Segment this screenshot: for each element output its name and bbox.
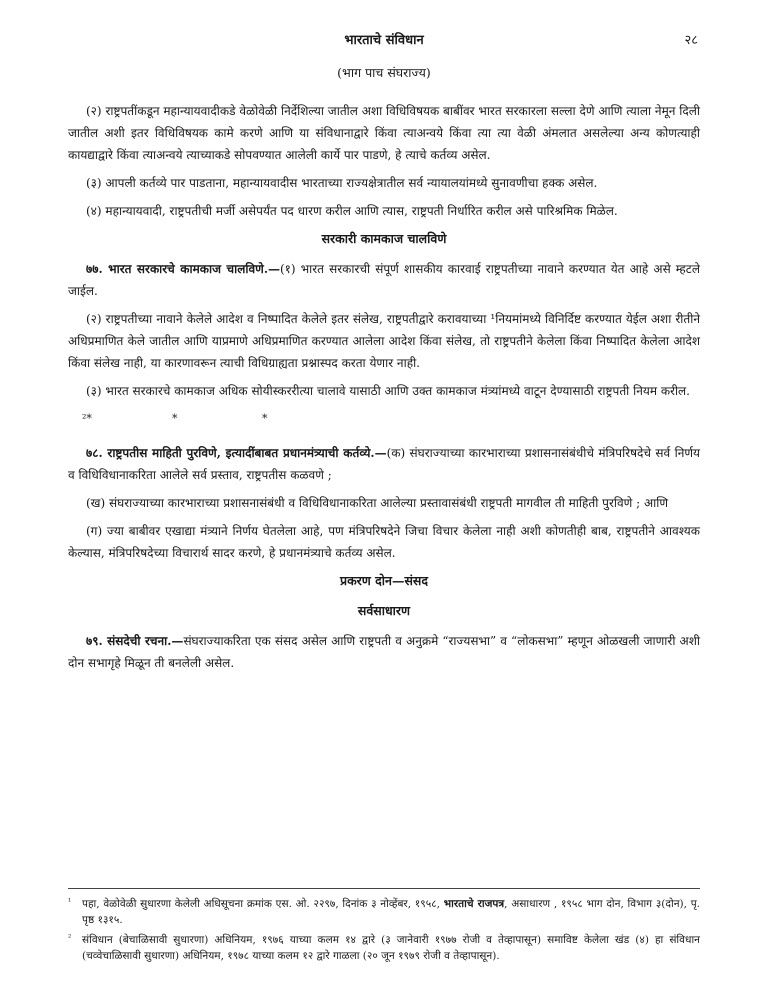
footnote-2-text: संविधान (बेचाळिसावी सुधारणा) अधिनियम, १९७६ याच्या कलम १४ द्वारे (३ जानेवारी १९७७ रोजी व तेव्हापासून) समाविष्ट केलेला खंड (४) हा संविधान (चव्वेचाळिसावी सुधारणा) अधिनियम, १९७८ याच्या कलम १२ द्वारे गाळला (२० जून १९७९ रोजी व तेव्हापासून). <box>82 934 700 962</box>
article-78-clause-a <box>68 442 700 486</box>
footnote-1 <box>68 896 700 928</box>
page-subtitle: (भाग पाच संघराज्य) <box>337 65 431 80</box>
star-1: ²* <box>82 412 92 425</box>
footnote-2 <box>68 932 700 964</box>
footnote-1-gazette: भारताचे राजपत्र <box>443 898 505 910</box>
article-78-clause-b: (ख) संघराज्याच्या कारभाराच्या प्रशासनासंबंधी व विधिविधानाकरिता आलेल्या प्रस्तावासंबंधी राष्ट्रपती मागवील ती माहिती पुरविणे ; आणि <box>86 496 669 510</box>
article-77-clause-3: (३) भारत सरकारचे कामकाज अधिक सोयीस्कररीत्या चालावे यासाठी आणि उक्त कामकाज मंत्र्यांमध्ये वाटून देण्यासाठी राष्ट्रपती नियम करील. <box>86 384 691 398</box>
footnote-1-mark: ¹ <box>68 897 72 906</box>
article-78-heading: ७८. राष्ट्रपतीस माहिती पुरविणे, इत्यादींबाबत प्रधानमंत्र्याची कर्तव्ये.— <box>86 446 387 460</box>
paragraph-3: (३) आपली कर्तव्ये पार पाडताना, महान्यायवादीस भारताच्या राज्यक्षेत्रातील सर्व न्यायालयांमध्ये सुनावणीचा हक्क असेल. <box>86 176 598 190</box>
article-78-text-1: (क) संघराज्याच्या कारभाराच्या प्रशासनासंबंधीचे मंत्रिपरिषदेचे सर्व निर्णय व विधिविधानाकरिता आलेले सर्व प्रस्ताव, राष्ट्रपतीस कळवणे ; <box>68 446 700 482</box>
paragraph-2: (२) राष्ट्रपतींकडून महान्यायवादीकडे वेळोवेळी निर्देशिल्या जातील अशा विधिविषयक बाबींवर भारत सरकारला सल्ला देणे आणि त्याला नेमून दिली जातील अशी इतर विधिविषयक कामे करणे आणि या संविधानाद्वारे किंवा त्याअन्वये किंवा त्या त्या वेळी अंमलात असलेल्या अन्य कोणत्याही कायद्याद्वारे किंवा त्याअन्वये त्याच्याकडे सोपवण्यात आलेली कार्ये पार पाडणे, हे त्याचे कर्तव्य असेल. <box>68 104 700 162</box>
omission-stars <box>82 408 700 430</box>
article-77-clause-1 <box>68 258 700 302</box>
article-78-clause-c: (ग) ज्या बाबीवर एखाद्या मंत्र्याने निर्णय घेतलेला आहे, पण मंत्रिपरिषदेने जिचा विचार केलेला नाही अशी कोणतीही बाब, राष्ट्रपतीने आवश्यक केल्यास, मंत्रिपरिषदेच्या विचारार्थ सादर करणे, हे प्रधानमंत्र्याचे कर्तव्य असेल. <box>68 524 700 560</box>
article-77-clause-2: (२) राष्ट्रपतीच्या नावाने केलेले आदेश व निष्पादित केलेले इतर संलेख, राष्ट्रपतीद्वारे करावयाच्या ¹नियमांमध्ये विनिर्दिष्ट करण्यात येईल अशा रीतीने अधिप्रमाणित केले जातील आणि याप्रमाणे अधिप्रमाणित करण्यात आलेला आदेश किंवा संलेख, तो राष्ट्रपतीने केलेला किंवा निष्पादित केलेला आदेश किंवा संलेख नाही, या कारणावरून त्याची विधिग्राह्यता प्रश्नास्पद करता येणार नाही. <box>68 312 700 370</box>
chapter-heading: प्रकरण दोन—संसद <box>339 573 429 588</box>
footnote-1-text-a: पहा, वेळोवेळी सुधारणा केलेली अधिसूचना क्रमांक एस. ओ. २२९७, दिनांक ३ नोव्हेंबर, १९५८, <box>82 898 444 910</box>
article-79-heading: ७९. संसदेची रचना.— <box>86 634 184 648</box>
footnote-divider <box>68 888 700 889</box>
article-79 <box>68 630 700 674</box>
page-title: भारताचे संविधान <box>344 33 424 48</box>
section-heading-government-business: सरकारी कामकाज चालविणे <box>321 231 447 246</box>
paragraph-4: (४) महान्यायवादी, राष्ट्रपतीची मर्जी असेपर्यंत पद धारण करील आणि त्यास, राष्ट्रपती निर्धारित करील असे पारिश्रमिक मिळेल. <box>86 204 618 218</box>
article-77-heading: ७७. भारत सरकारचे कामकाज चालविणे.— <box>86 262 280 276</box>
main-content <box>68 100 700 680</box>
footnotes <box>68 896 700 968</box>
page-number: २८ <box>684 33 698 48</box>
star-2: * <box>172 412 178 425</box>
footnote-1-text <box>82 896 700 928</box>
section-heading-general: सर्वसाधारण <box>357 603 411 618</box>
article-79-text: संघराज्याकरिता एक संसद असेल आणि राष्ट्रपती व अनुक्रमे “राज्यसभा” व “लोकसभा” म्हणून ओळखली जाणारी अशी दोन सभागृहे मिळून ती बनलेली असेल. <box>68 634 700 670</box>
footnote-1-text-b: , असाधारण , १९५८ भाग दोन, विभाग ३(दोन), पृ. पृष्ठ १३१५. <box>82 898 700 926</box>
footnote-2-mark: ² <box>68 933 72 942</box>
star-3: * <box>262 412 268 425</box>
article-77-text-1: (१) भारत सरकारची संपूर्ण शासकीय कारवाई राष्ट्रपतीच्या नावाने करण्यात येत आहे असे म्हटले जाईल. <box>68 262 700 298</box>
